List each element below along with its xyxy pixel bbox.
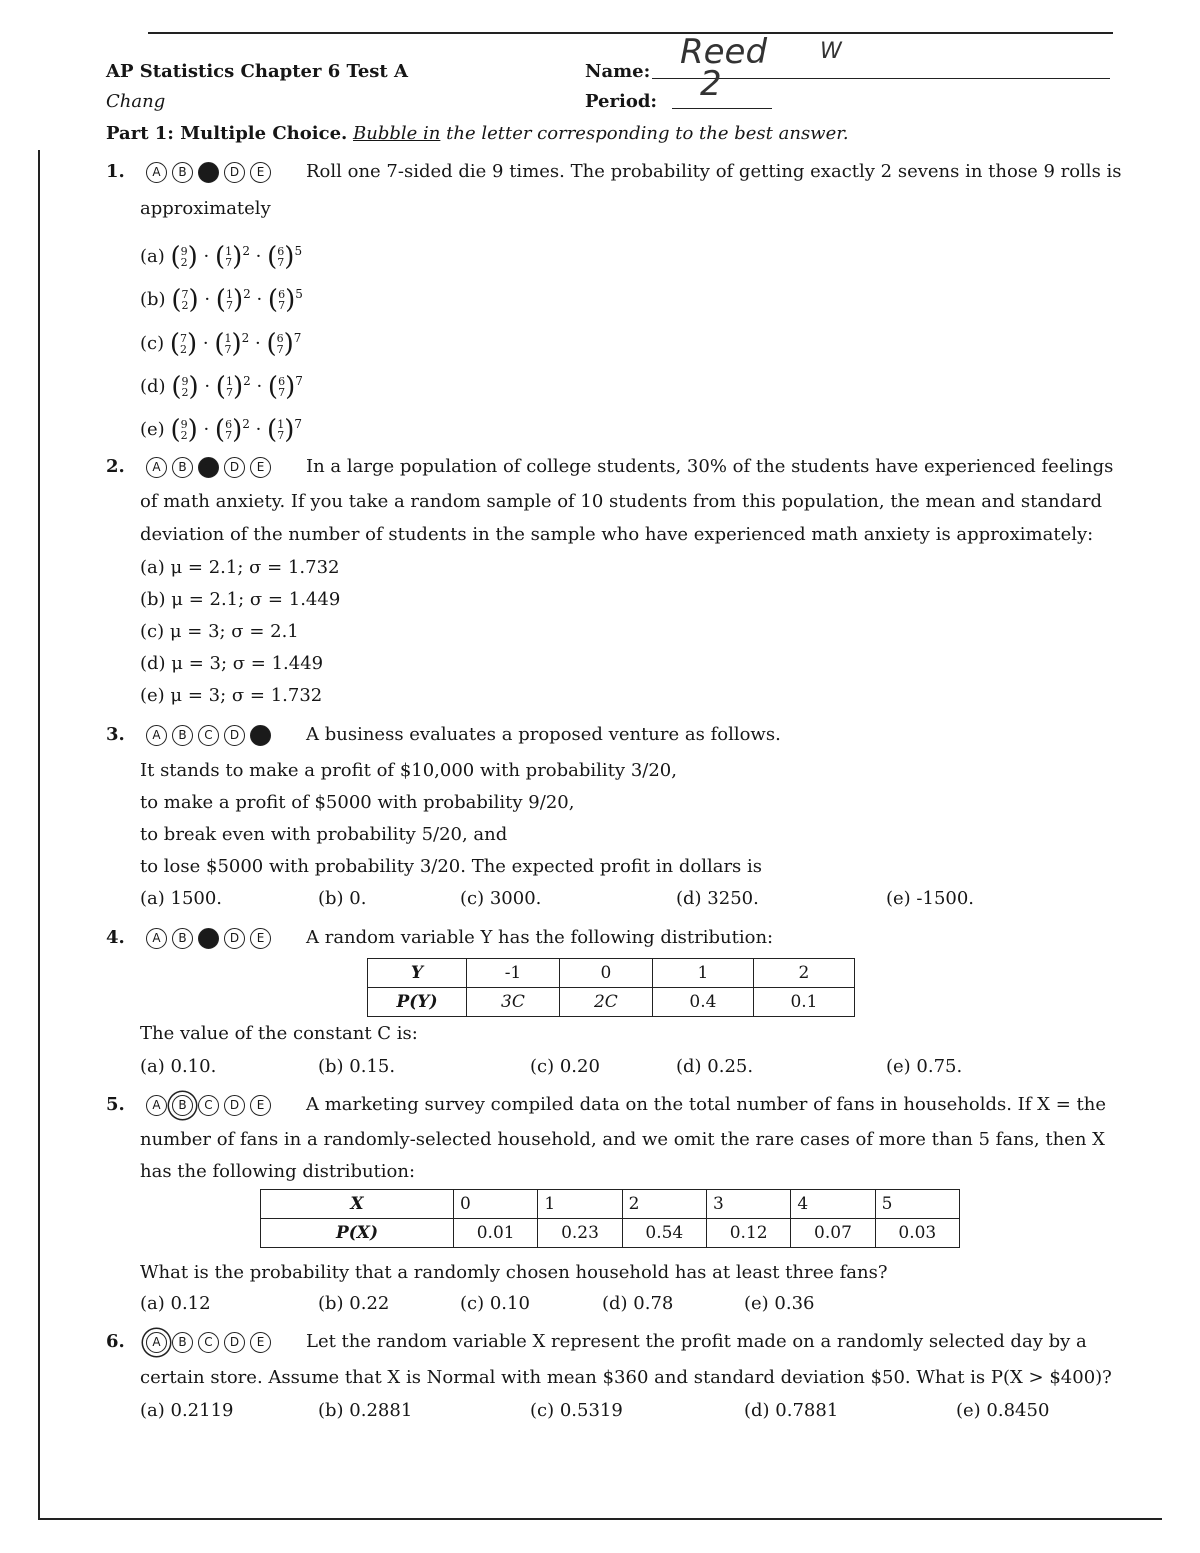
answer-bubble-d[interactable]: D — [224, 1332, 245, 1353]
bottom-rule — [38, 1518, 1162, 1520]
q5-option-d: (d) 0.78 — [602, 1293, 674, 1314]
q4-option-e: (e) 0.75. — [886, 1056, 963, 1077]
top-rule — [148, 32, 1113, 34]
q5-table-value: 2 — [622, 1190, 706, 1219]
q2-option-d: (d) μ = 3; σ = 1.449 — [140, 653, 324, 674]
q5-bubbles — [146, 1093, 271, 1117]
q4-table-value: -1 — [467, 959, 560, 988]
q5-table-value: 3 — [706, 1190, 790, 1219]
q5-option-c: (c) 0.10 — [460, 1293, 530, 1314]
answer-bubble-b[interactable]: B — [172, 1095, 193, 1116]
answer-bubble-b[interactable]: B — [172, 725, 193, 746]
q6-option-d: (d) 0.7881 — [744, 1400, 839, 1421]
q2-option-e: (e) μ = 3; σ = 1.732 — [140, 685, 323, 706]
q5-table-prob: 0.07 — [791, 1219, 875, 1248]
q2-option-a: (a) μ = 2.1; σ = 1.732 — [140, 557, 340, 578]
answer-bubble-d[interactable]: D — [224, 928, 245, 949]
q5-distribution-table — [260, 1189, 960, 1248]
part1-instruction-underlined: Bubble in — [353, 123, 441, 144]
answer-bubble-e[interactable]: E — [250, 928, 271, 949]
answer-bubble-e[interactable]: E — [250, 1095, 271, 1116]
answer-bubble-b[interactable]: B — [172, 162, 193, 183]
q4-table-value: 0 — [559, 959, 652, 988]
q4-table-prob: 0.1 — [753, 988, 854, 1017]
answer-bubble-e[interactable]: E — [250, 162, 271, 183]
q4-option-b: (b) 0.15. — [318, 1056, 396, 1077]
q2-text-line2: of math anxiety. If you take a random sample of 10 students from this population, the mean and standard — [140, 491, 1103, 512]
q3-option-e: (e) -1500. — [886, 888, 975, 909]
answer-bubble-a[interactable]: A — [146, 457, 167, 478]
teacher-name: Chang — [106, 91, 166, 112]
part1-heading-line — [106, 122, 849, 146]
q5-text-line3: has the following distribution: — [140, 1161, 416, 1182]
q4-option-d: (d) 0.25. — [676, 1056, 754, 1077]
q1-option-label: (b) — [140, 289, 166, 310]
answer-bubble-c[interactable]: C — [198, 457, 219, 478]
answer-bubble-d[interactable]: D — [224, 1095, 245, 1116]
q6-bubbles — [146, 1330, 271, 1354]
q4-table-value: 2 — [753, 959, 854, 988]
q1-option-label: (a) — [140, 246, 165, 267]
q5-option-a: (a) 0.12 — [140, 1293, 211, 1314]
q4-table-header-y: Y — [368, 959, 467, 988]
q3-text-line5: to lose $5000 with probability 3/20. The expected profit in dollars is — [140, 856, 763, 877]
q5-question: What is the probability that a randomly chosen household has at least three fans? — [140, 1262, 888, 1283]
q6-option-b: (b) 0.2881 — [318, 1400, 413, 1421]
answer-bubble-b[interactable]: B — [172, 457, 193, 478]
answer-bubble-a[interactable]: A — [146, 725, 167, 746]
q3-number: 3. — [106, 724, 125, 745]
q1-text-line1: Roll one 7-sided die 9 times. The probability of getting exactly 2 sevens in those 9 rolls is — [306, 161, 1122, 182]
answer-bubble-c[interactable]: C — [198, 928, 219, 949]
q2-option-b: (b) μ = 2.1; σ = 1.449 — [140, 589, 341, 610]
q3-option-c: (c) 3000. — [460, 888, 542, 909]
answer-bubble-d[interactable]: D — [224, 162, 245, 183]
q6-text-line1: Let the random variable X represent the profit made on a randomly selected day by a — [306, 1331, 1087, 1352]
q4-question: The value of the constant C is: — [140, 1023, 418, 1044]
q5-table-prob: 0.23 — [538, 1219, 622, 1248]
q1-option-c: (c) ( 7 2 ) · ( 1 7 )$^2$ · ( 6 7 )$^7$ — [140, 329, 302, 359]
q4-table-value-row — [368, 959, 855, 988]
q4-table-prob: 3C — [467, 988, 560, 1017]
q5-table-value: 1 — [538, 1190, 622, 1219]
q1-number: 1. — [106, 161, 125, 182]
left-margin-rule — [38, 150, 40, 1520]
test-title: AP Statistics Chapter 6 Test A — [106, 61, 408, 82]
q5-table-prob: 0.03 — [875, 1219, 959, 1248]
q4-number: 4. — [106, 927, 125, 948]
answer-bubble-d[interactable]: D — [224, 457, 245, 478]
q1-option-a: (a) ( 9 2 ) · ( 1 7 )$^2$ · ( 6 7 )$^5$ — [140, 242, 303, 272]
q4-table-prob: 0.4 — [652, 988, 753, 1017]
part1-instruction: the letter corresponding to the best answer. — [446, 123, 849, 144]
answer-bubble-b[interactable]: B — [172, 1332, 193, 1353]
q1-option-label: (e) — [140, 419, 165, 440]
answer-bubble-c[interactable]: C — [198, 162, 219, 183]
answer-bubble-c[interactable]: C — [198, 1095, 219, 1116]
q5-table-value-row — [261, 1190, 960, 1219]
q5-option-e: (e) 0.36 — [744, 1293, 815, 1314]
q5-text-line2: number of fans in a randomly-selected household, and we omit the rare cases of more than 5 fans, then X — [140, 1129, 1105, 1150]
answer-bubble-e[interactable]: E — [250, 457, 271, 478]
handwritten-initial: W — [820, 39, 842, 64]
q5-table-header-px: P(X) — [261, 1219, 454, 1248]
name-label: Name: — [585, 61, 651, 82]
q4-text-line1: A random variable Y has the following distribution: — [306, 927, 774, 948]
q6-option-e: (e) 0.8450 — [956, 1400, 1050, 1421]
q6-number: 6. — [106, 1331, 125, 1352]
q4-table-value: 1 — [652, 959, 753, 988]
q2-bubbles — [146, 455, 271, 479]
q5-table-prob: 0.12 — [706, 1219, 790, 1248]
q4-bubbles — [146, 926, 271, 950]
q3-text-line2: It stands to make a profit of $10,000 with probability 3/20, — [140, 760, 677, 781]
q2-number: 2. — [106, 456, 125, 477]
q2-text-line1: In a large population of college students, 30% of the students have experienced feelings — [306, 456, 1114, 477]
q5-table-header-x: X — [261, 1190, 454, 1219]
answer-bubble-a[interactable]: A — [146, 928, 167, 949]
q6-text-line2: certain store. Assume that X is Normal with mean $360 and standard deviation $50. What is P(X > $400)? — [140, 1367, 1112, 1388]
q4-table-prob: 2C — [559, 988, 652, 1017]
q3-option-b: (b) 0. — [318, 888, 367, 909]
answer-bubble-d[interactable]: D — [224, 725, 245, 746]
q1-bubbles — [146, 160, 271, 184]
q3-text-line4: to break even with probability 5/20, and — [140, 824, 508, 845]
answer-bubble-b[interactable]: B — [172, 928, 193, 949]
part1-heading: Part 1: Multiple Choice. — [106, 123, 348, 144]
q3-option-a: (a) 1500. — [140, 888, 223, 909]
q2-text-line3: deviation of the number of students in the sample who have experienced math anxiety is approximately: — [140, 524, 1094, 545]
q2-option-c: (c) μ = 3; σ = 2.1 — [140, 621, 299, 642]
answer-bubble-a[interactable]: A — [146, 1332, 167, 1353]
q4-table-prob-row — [368, 988, 855, 1017]
handwritten-name: Reed — [680, 32, 768, 72]
answer-bubble-e[interactable]: E — [250, 1332, 271, 1353]
q4-distribution-table — [367, 958, 855, 1017]
answer-bubble-a[interactable]: A — [146, 1095, 167, 1116]
period-field-line[interactable] — [672, 108, 772, 109]
q5-table-prob: 0.01 — [454, 1219, 538, 1248]
answer-bubble-a[interactable]: A — [146, 162, 167, 183]
q3-text-line1: A business evaluates a proposed venture as follows. — [306, 724, 781, 745]
q6-option-a: (a) 0.2119 — [140, 1400, 234, 1421]
q1-option-label: (c) — [140, 333, 165, 354]
q6-option-c: (c) 0.5319 — [530, 1400, 623, 1421]
q1-option-b: (b) ( 7 2 ) · ( 1 7 )$^2$ · ( 6 7 )$^5$ — [140, 285, 303, 315]
q5-table-value: 0 — [454, 1190, 538, 1219]
q5-text-line1: A marketing survey compiled data on the total number of fans in households. If X = the — [306, 1094, 1106, 1115]
handwritten-period: 2 — [700, 64, 722, 104]
q1-option-e: (e) ( 9 2 ) · ( 6 7 )$^2$ · ( 1 7 )$^7$ — [140, 415, 302, 445]
answer-bubble-e[interactable]: E — [250, 725, 271, 746]
q5-table-value: 5 — [875, 1190, 959, 1219]
q3-bubbles — [146, 723, 271, 747]
q5-table-value: 4 — [791, 1190, 875, 1219]
q1-option-label: (d) — [140, 376, 166, 397]
q4-option-c: (c) 0.20 — [530, 1056, 600, 1077]
answer-bubble-c[interactable]: C — [198, 1332, 219, 1353]
q4-table-header-py: P(Y) — [368, 988, 467, 1017]
q1-option-d: (d) ( 9 2 ) · ( 1 7 )$^2$ · ( 6 7 )$^7$ — [140, 372, 303, 402]
q5-table-prob-row — [261, 1219, 960, 1248]
q5-option-b: (b) 0.22 — [318, 1293, 390, 1314]
q4-option-a: (a) 0.10. — [140, 1056, 217, 1077]
q3-text-line3: to make a profit of $5000 with probability 9/20, — [140, 792, 575, 813]
period-label: Period: — [585, 91, 658, 112]
q1-text-line2: approximately — [140, 198, 271, 219]
q5-number: 5. — [106, 1094, 125, 1115]
q5-table-prob: 0.54 — [622, 1219, 706, 1248]
answer-bubble-c[interactable]: C — [198, 725, 219, 746]
q3-option-d: (d) 3250. — [676, 888, 759, 909]
